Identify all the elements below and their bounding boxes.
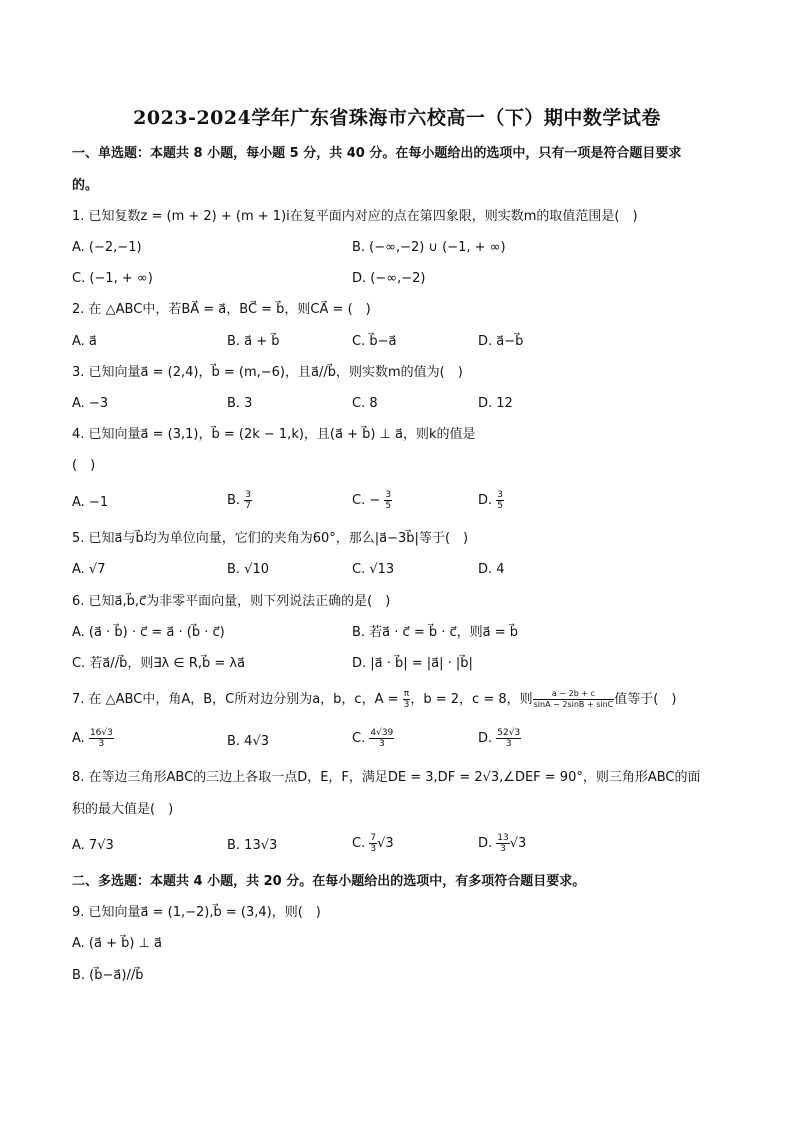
q6-option-d: D. |a⃗ · b⃗| = |a⃗| · |b⃗|	[352, 656, 473, 671]
q7-option-a-fraction	[89, 728, 114, 749]
q5-option-a: A. √7	[72, 562, 106, 577]
q4-option-d-fraction	[496, 490, 504, 511]
numerator: 3	[245, 490, 251, 500]
q7-stem	[72, 689, 676, 710]
q7-stem-text: 7. 在 △ABC中，角A，B，C所对边分别为a，b，c，A =	[72, 692, 399, 707]
section-1-header-cont: 的。	[72, 178, 99, 193]
numerator: 3	[385, 490, 392, 500]
q7-ratio-fraction	[533, 689, 615, 710]
numerator: a − 2b + c	[533, 689, 615, 700]
q4-option-b	[227, 490, 252, 511]
q8-option-c-root: √3	[377, 836, 394, 851]
q4-stem: 4. 已知向量a⃗ = (3,1)，b⃗ = (2k − 1,k)，且(a⃗ + b⃗) ⊥ a⃗，则k的值是	[72, 427, 476, 442]
denominator: 3	[505, 739, 512, 749]
q8-stem-cont: 积的最大值是( )	[72, 802, 174, 817]
q7-option-b: B. 4√3	[227, 734, 270, 749]
q2-option-c: C. b⃗−a⃗	[352, 334, 397, 349]
denominator: 3	[500, 844, 506, 854]
q7-option-d	[478, 728, 521, 749]
section-1-header: 一、单选题：本题共 8 小题，每小题 5 分，共 40 分。在每小题给出的选项中，只有一项是符合题目要求	[72, 146, 682, 161]
denominator: 5	[385, 501, 392, 511]
q8-option-d-fraction	[496, 833, 509, 854]
q2-stem: 2. 在 △ABC中，若BA⃗ = a⃗，BC⃗ = b⃗，则CA⃗ = ( )	[72, 302, 371, 317]
q8-option-c-fraction	[369, 833, 377, 854]
q5-option-b: B. √10	[227, 562, 270, 577]
q4-option-d-label: D.	[478, 493, 493, 508]
q4-option-a: A. −1	[72, 495, 109, 510]
q7-stem-text-end: 值等于( )	[614, 692, 677, 707]
q3-option-c: C. 8	[352, 396, 378, 411]
denominator: sinA − 2sinB + sinC	[533, 700, 614, 709]
q4-answer-paren: ( )	[72, 458, 96, 473]
q7-stem-text-mid: ，b = 2，c = 8，则	[410, 692, 533, 707]
q5-option-d: D. 4	[478, 562, 505, 577]
q8-option-a: A. 7√3	[72, 838, 114, 853]
numerator: 4√39	[370, 728, 394, 738]
q1-stem: 1. 已知复数z = (m + 2) + (m + 1)i在复平面内对应的点在第四象限，则实数m的取值范围是( )	[72, 209, 638, 224]
q9-option-b: B. (b⃗−a⃗)//b⃗	[72, 968, 144, 983]
q6-option-a: A. (a⃗ · b⃗) · c⃗ = a⃗ · (b⃗ · c⃗)	[72, 625, 225, 640]
q1-option-b: B. (−∞,−2) ∪ (−1, + ∞)	[352, 240, 506, 255]
numerator: 7	[370, 833, 377, 843]
q3-stem: 3. 已知向量a⃗ = (2,4)，b⃗ = (m,−6)，且a⃗//b⃗，则实数m的值为( )	[72, 365, 463, 380]
q7-option-c-label: C.	[352, 731, 366, 746]
q9-stem: 9. 已知向量a⃗ = (1,−2),b⃗ = (3,4)，则( )	[72, 905, 321, 920]
q8-option-b: B. 13√3	[227, 838, 278, 853]
q5-option-c: C. √13	[352, 562, 395, 577]
q6-option-c: C. 若a⃗//b⃗，则∃λ ∈ R,b⃗ = λa⃗	[72, 656, 246, 671]
q7-option-a-label: A.	[72, 731, 85, 746]
q8-option-d-label: D.	[478, 836, 493, 851]
numerator: π	[403, 689, 410, 699]
denominator: 3	[370, 844, 377, 854]
q7-option-c-fraction	[369, 728, 394, 749]
q8-option-d-root: √3	[509, 836, 527, 851]
q1-option-d: D. (−∞,−2)	[352, 271, 426, 286]
q4-option-b-label: B.	[227, 493, 241, 508]
q8-stem: 8. 在等边三角形ABC的三边上各取一点D，E，F，满足DE = 3,DF = 2√3,∠DEF = 90°，则三角形ABC的面	[72, 770, 701, 785]
denominator: 5	[497, 501, 504, 511]
q9-option-a: A. (a⃗ + b⃗) ⊥ a⃗	[72, 936, 163, 951]
q1-option-a: A. (−2,−1)	[72, 240, 142, 255]
numerator: 3	[497, 490, 504, 500]
q7-option-a	[72, 728, 114, 749]
q4-option-b-fraction	[244, 490, 252, 511]
q2-option-b: B. a⃗ + b⃗	[227, 334, 280, 349]
q4-option-c-fraction	[384, 490, 392, 511]
q7-option-d-label: D.	[478, 731, 493, 746]
q6-option-b: B. 若a⃗ · c⃗ = b⃗ · c⃗，则a⃗ = b⃗	[352, 625, 519, 640]
q7-option-c	[352, 728, 394, 749]
denominator: 3	[98, 739, 105, 749]
q3-option-a: A. −3	[72, 396, 109, 411]
q1-option-c: C. (−1, + ∞)	[72, 271, 153, 286]
q8-option-c-label: C.	[352, 836, 366, 851]
numerator: 16√3	[89, 728, 113, 738]
denominator: 7	[245, 501, 251, 511]
page-title: 2023-2024学年广东省珠海市六校高一（下）期中数学试卷	[133, 107, 661, 129]
q3-option-d: D. 12	[478, 396, 513, 411]
q2-option-a: A. a⃗	[72, 334, 97, 349]
denominator: 3	[378, 739, 385, 749]
q8-option-c	[352, 833, 394, 854]
q2-option-d: D. a⃗−b⃗	[478, 334, 524, 349]
q4-option-c	[352, 490, 392, 511]
q7-option-d-fraction	[496, 728, 521, 749]
q4-option-c-label: C. −	[352, 493, 381, 508]
q3-option-b: B. 3	[227, 396, 253, 411]
q4-option-d	[478, 490, 504, 511]
denominator: 3	[403, 700, 410, 710]
numerator: 13	[497, 833, 509, 843]
q8-option-d	[478, 833, 526, 854]
numerator: 52√3	[497, 728, 521, 738]
q5-stem: 5. 已知a⃗与b⃗均为单位向量，它们的夹角为60°，那么|a⃗−3b⃗|等于( )	[72, 531, 469, 546]
section-2-header: 二、多选题：本题共 4 小题，共 20 分。在每小题给出的选项中，有多项符合题目要求。	[72, 874, 586, 889]
q6-stem: 6. 已知a⃗,b⃗,c⃗为非零平面向量，则下列说法正确的是( )	[72, 594, 391, 609]
